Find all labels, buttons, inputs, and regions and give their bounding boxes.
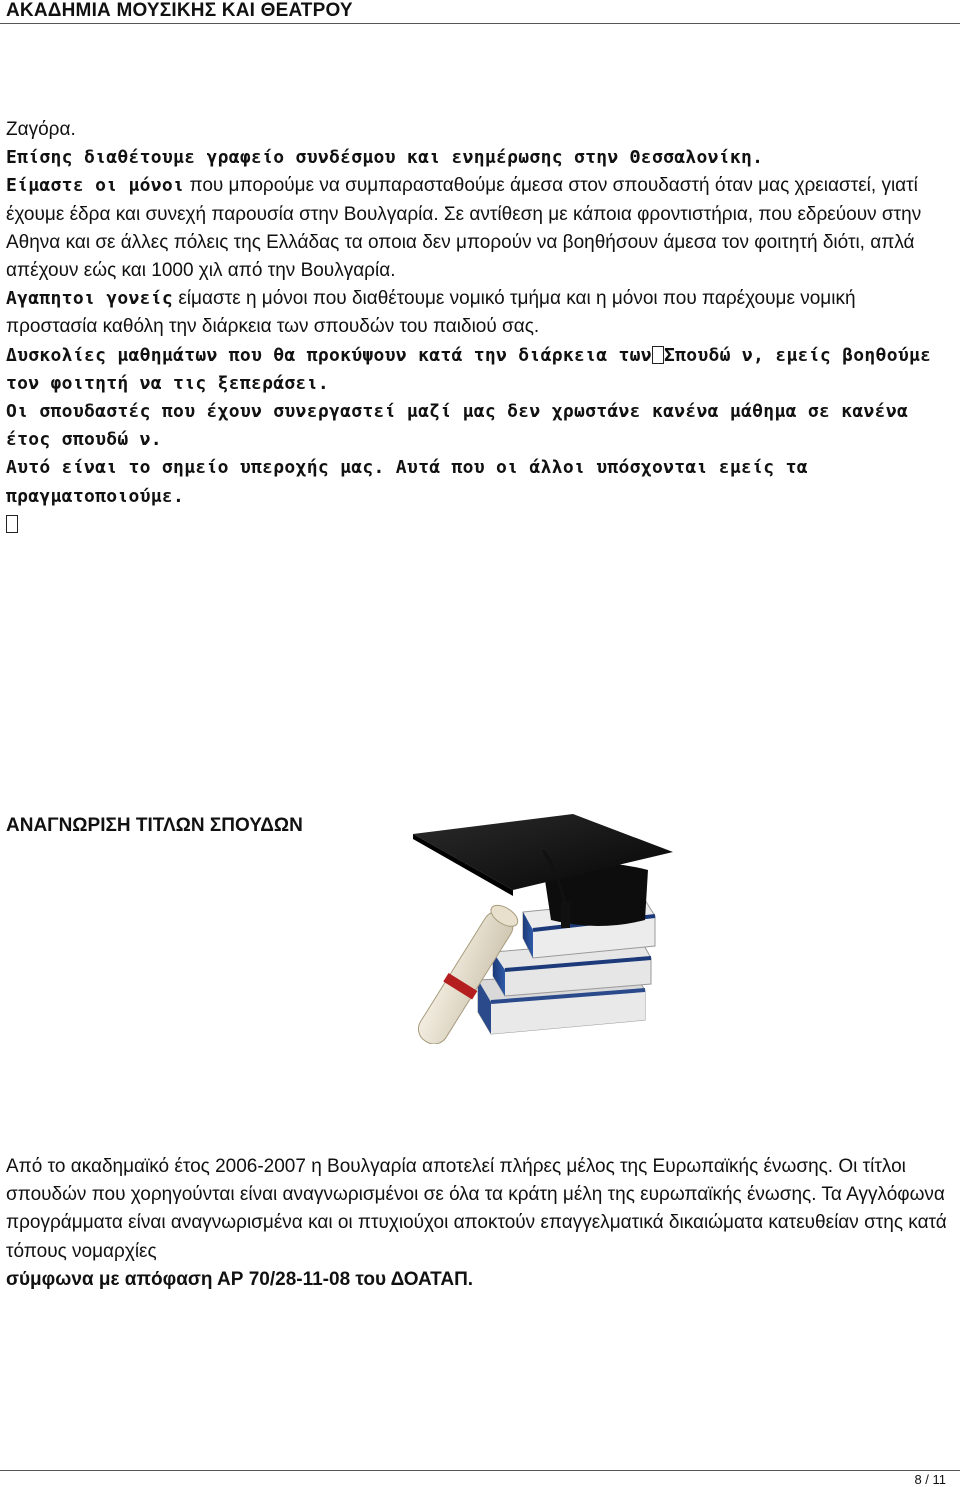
recognition-decision: σύμφωνα με απόφαση ΑΡ 70/28-11-08 του ΔΟΑΤΑΠ.	[6, 1268, 474, 1290]
paragraph-zagora: Ζαγόρα.	[6, 119, 76, 140]
footer-divider	[0, 1470, 960, 1471]
difficulties-text-b: Σπουδώ ν, εμείς βοηθούμε	[663, 344, 932, 366]
paragraph-difficulties-end: τον φοιτητή να τις ξεπεράσει.	[6, 372, 329, 394]
paragraph-glyph	[6, 511, 951, 539]
paragraph-excellence: Αυτό είναι το σημείο υπεροχής μας. Αυτά που οι άλλοι υπόσχονται εμείς τα πραγματοποιούμε.	[6, 457, 808, 507]
header-divider	[0, 23, 960, 24]
parents-text: είμαστε η μόνοι που διαθέτουμε νομικό τμήμα και η μόνοι που παρέχουμε νομική προστασία καθόλη την διάρκεια των σπουδών του παιδιού σας.	[6, 288, 856, 338]
missing-glyph-icon	[6, 515, 18, 533]
paragraph-office: Επίσης διαθέτουμε γραφείο συνδέσμου και ενημέρωσης στην Θεσσαλονίκη.	[6, 147, 764, 169]
recognition-paragraph: Από το ακαδημαϊκό έτος 2006-2007 η Βουλγαρία αποτελεί πλήρες μέλος της Ευρωπαϊκής ένωσης. Οι τίτλοι σπουδών που χορηγούνται είναι αναγνωρισμένοι σε όλα τα κράτη μέλη της ευρωπαϊκής ένωσης. Τα Αγγλόφωνα προγράμματα είναι αναγνωρισμένα και οι πτυχιούχοι αποκτούν επαγγελματικά δικαιώματα κατευθείαν στης κατά τόπους νομαρχίες	[6, 1156, 947, 1262]
missing-glyph-icon	[652, 346, 664, 364]
only-us-text: που μπορούμε να συμπαρασταθούμε άμεσα στον σπουδαστή όταν μας χρειαστεί, γιατί έχουμε έδρα και συνεχή παρουσία στην Βουλγαρία. Σε αντίθεση με κάποια φροντιστήρια, που εδρεύουν στην Αθηνα και σε άλλες πόλεις της Ελλάδας τα οποια δεν μπορούν να βοηθήσουν άμεσα τον φοιτητή διότι, απλά απέχουν εώς και 1000 χιλ από την Βουλγαρία.	[6, 175, 922, 282]
difficulties-text-a: Δυσκολίες μαθημάτων που θα προκύψουν κατά την διάρκεια των	[6, 344, 652, 366]
section-title-recognition: ΑΝΑΓΝΩΡΙΣΗ ΤΙΤΛΩΝ ΣΠΟΥΔΩΝ	[6, 815, 303, 836]
parents-bold: Αγαπητοι γονείς	[6, 288, 174, 310]
body-text	[6, 116, 951, 539]
paragraph-difficulties	[6, 342, 951, 370]
recognition-text	[6, 1153, 951, 1294]
paragraph-only-us	[6, 172, 951, 285]
paragraph-parents	[6, 285, 951, 341]
graduation-cap-books-image	[383, 812, 673, 1044]
document-header-title: ΑΚΑΔΗΜΙΑ ΜΟΥΣΙΚΗΣ ΚΑΙ ΘΕΑΤΡΟΥ	[6, 0, 353, 21]
page-number: 8 / 11	[914, 1472, 946, 1487]
only-us-bold: Είμαστε οι μόνοι	[6, 175, 185, 197]
paragraph-students: Οι σπουδαστές που έχουν συνεργαστεί μαζί μας δεν χρωστάνε κανένα μάθημα σε κανένα έτος σπουδώ ν.	[6, 401, 909, 451]
